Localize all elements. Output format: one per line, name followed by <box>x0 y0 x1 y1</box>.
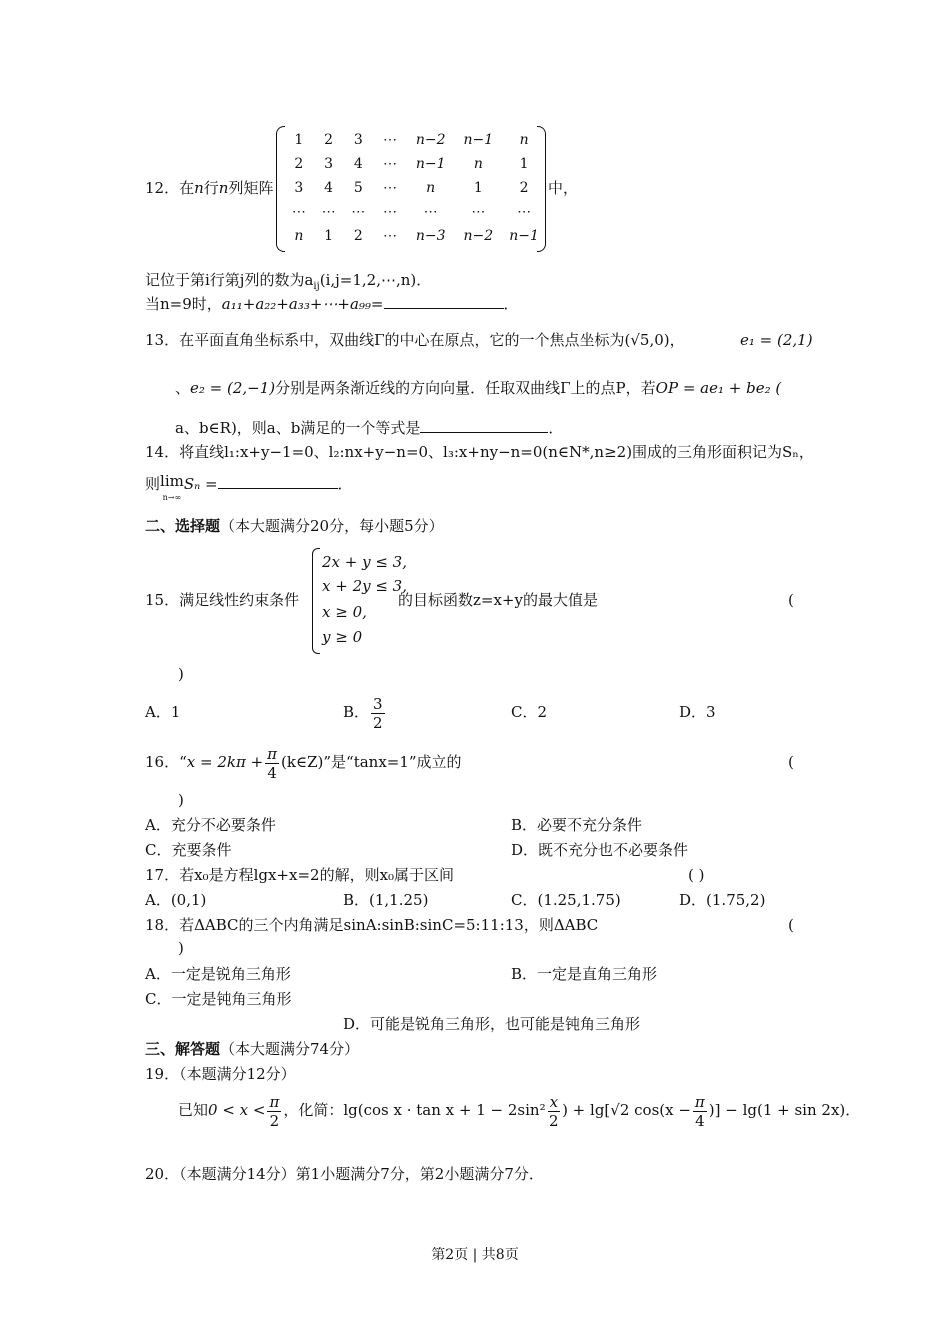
q15-brace <box>312 548 320 654</box>
answer-blank[interactable] <box>218 474 338 489</box>
matrix-cell: 3 <box>353 132 363 148</box>
q16-number: 16． <box>145 753 180 771</box>
q16-paren-left: ( <box>788 753 794 771</box>
q15-option-c[interactable]: C．2 <box>511 703 548 721</box>
q17-option-c[interactable]: C．(1.25,1.75) <box>511 891 621 909</box>
q15-cond-2: x + 2y ≤ 3, <box>322 577 407 595</box>
q15-cond-4: y ≥ 0 <box>322 628 363 646</box>
matrix-cell: 4 <box>353 156 363 172</box>
matrix-row <box>284 200 546 224</box>
matrix-cell: 1 <box>324 228 334 244</box>
q18-paren-left: ( <box>788 916 794 934</box>
q15-paren-left: ( <box>788 591 794 609</box>
matrix-cell: 1 <box>473 180 483 196</box>
q16-option-d[interactable]: D．既不充分也不必要条件 <box>511 841 689 859</box>
q15-option-d[interactable]: D．3 <box>679 703 716 721</box>
matrix-cell: n <box>294 228 304 244</box>
q18-option-d[interactable]: D．可能是锐角三角形，也可能是钝角三角形 <box>343 1015 641 1033</box>
q18-line1: 18．若ΔABC的三个内角满足sinA:sinB:sinC=5:11:13，则ΔABC <box>145 916 599 934</box>
matrix-cell: ⋯ <box>517 204 532 220</box>
q19-expression: 已知0 < x < $\frac{\pi}{2}$ ，化简：lg(cos x · tan x + 1 − 2sin² $\frac{x}{2}$ ) + lg[√2 cos(x − $\frac{\pi}{4}$ )] − lg(1 + sin 2x)． <box>178 1092 861 1130</box>
matrix-right-bracket <box>537 126 546 252</box>
section3-heading: 三、解答题（本大题满分74分） <box>145 1040 360 1058</box>
q18-option-c[interactable]: C．一定是钝角三角形 <box>145 990 292 1008</box>
matrix-cell: n−3 <box>415 228 446 244</box>
q18-option-b[interactable]: B．一定是直角三角形 <box>511 965 658 983</box>
q17-option-b[interactable]: B．(1,1.25) <box>343 891 429 909</box>
q20-number: 20． <box>145 1165 180 1183</box>
q17-paren: ( ) <box>688 866 705 884</box>
matrix-cell: ⋯ <box>471 204 486 220</box>
q19-header: 19．（本题满分12分） <box>145 1065 296 1083</box>
q15-paren-right: ) <box>178 665 184 683</box>
matrix-cell: 1 <box>519 156 529 172</box>
q20-line: 20．（本题满分14分）第1小题满分7分，第2小题满分7分． <box>145 1165 544 1183</box>
matrix-cell: n−2 <box>415 132 446 148</box>
matrix-row <box>284 176 546 200</box>
q17-line1: 17．若x₀是方程lgx+x=2的解，则x₀属于区间 <box>145 866 455 884</box>
q16-option-b[interactable]: B．必要不充分条件 <box>511 816 643 834</box>
page-footer: 第2页 | 共8页 <box>431 1247 519 1263</box>
matrix-table <box>284 128 546 248</box>
matrix-cell: 2 <box>353 228 363 244</box>
matrix-cell: ⋯ <box>382 132 397 148</box>
fraction: $\frac{3}{2}$ <box>373 694 383 732</box>
matrix-cell: n−1 <box>415 156 446 172</box>
matrix-cell: ⋯ <box>382 228 397 244</box>
q14-number: 14． <box>145 443 180 461</box>
q14-line2: 则lim n→∞Sₙ = ． <box>145 472 353 502</box>
matrix-cell: ⋯ <box>382 156 397 172</box>
fraction: $\frac{\pi}{4}$ <box>694 1092 705 1130</box>
matrix-cell: ⋯ <box>291 204 306 220</box>
q16-line1: 16．“x = 2kπ + $\frac{\pi}{4}$ (k∈Z)”是“tanx=1”成立的 <box>145 744 462 782</box>
matrix-row <box>284 128 546 152</box>
q15-text-b: 的目标函数z=x+y的最大值是 <box>398 591 598 609</box>
q17-option-d[interactable]: D．(1.75,2) <box>679 891 766 909</box>
matrix-cell: n−2 <box>463 228 494 244</box>
answer-blank[interactable] <box>420 418 548 433</box>
q15-cond-3: x ≥ 0, <box>322 603 367 621</box>
matrix-row <box>284 152 546 176</box>
q12-line1: 12．在n行n列矩阵 <box>145 179 274 197</box>
q12-number: 12． <box>145 179 180 197</box>
matrix-cell: 2 <box>324 132 334 148</box>
matrix-cell: 1 <box>294 132 304 148</box>
q15-text-a: 15．满足线性约束条件 <box>145 591 300 609</box>
q16-paren-right: ) <box>178 791 184 809</box>
q15-option-a[interactable]: A．1 <box>145 703 181 721</box>
q18-paren-right: ) <box>178 939 184 957</box>
q13-number: 13． <box>145 331 180 349</box>
matrix-cell: n <box>519 132 529 148</box>
matrix-cell: 4 <box>324 180 334 196</box>
matrix-cell: n <box>426 180 436 196</box>
q15-cond-1: 2x + y ≤ 3, <box>322 553 407 571</box>
q17-number: 17． <box>145 866 180 884</box>
matrix-row <box>284 224 546 248</box>
q13-e1: e₁ = (2,1) <box>740 331 813 349</box>
matrix-cell: 3 <box>294 180 304 196</box>
matrix-cell: ⋯ <box>382 180 397 196</box>
matrix-cell: n−1 <box>463 132 494 148</box>
q12-line2: 记位于第i行第j列的数为$a_{ij}(i,j=1,2,\cdots,n)$． <box>145 271 432 292</box>
matrix-cell: 5 <box>353 180 363 196</box>
q14-line1: 14．将直线l₁:x+y−1=0、l₂:nx+y−n=0、l₃:x+ny−n=0(n∈N*,n≥2)围成的三角形面积记为Sₙ， <box>145 443 814 461</box>
section2-heading: 二、选择题（本大题满分20分，每小题5分） <box>145 517 444 535</box>
q15-number: 15． <box>145 591 180 609</box>
q18-number: 18． <box>145 916 180 934</box>
matrix-cell: 2 <box>294 156 304 172</box>
answer-blank[interactable] <box>384 294 504 309</box>
q13-line1: 13．在平面直角坐标系中，双曲线Γ的中心在原点，它的一个焦点坐标为(√5,0)， <box>145 331 685 349</box>
q12-line3: 当n=9时，a₁₁+a₂₂+a₃₃+⋯+a₉₉= ． <box>145 295 519 313</box>
matrix-cell: ⋯ <box>423 204 438 220</box>
matrix-cell: ⋯ <box>351 204 366 220</box>
matrix-cell: ⋯ <box>321 204 336 220</box>
matrix-cell: n <box>473 156 483 172</box>
q15-option-b[interactable]: B． $\frac{3}{2}$ <box>343 694 383 732</box>
matrix-cell: ⋯ <box>382 204 397 220</box>
q17-option-a[interactable]: A．(0,1) <box>145 891 207 909</box>
fraction: $\frac{x}{2}$ <box>549 1092 559 1130</box>
q13-line3: a、b∈R)，则a、b满足的一个等式是 ． <box>175 419 564 437</box>
fraction: $\frac{\pi}{4}$ <box>267 744 278 782</box>
q18-option-a[interactable]: A．一定是锐角三角形 <box>145 965 291 983</box>
matrix-cell: 2 <box>519 180 529 196</box>
matrix-cell: n−1 <box>509 228 539 244</box>
matrix-cell: 3 <box>324 156 334 172</box>
q13-line2: 、e₂ = (2,−1)分别是两条渐近线的方向向量．任取双曲线Γ上的点P，若OP = ae₁ + be₂ ( <box>175 379 782 397</box>
q16-option-a[interactable]: A．充分不必要条件 <box>145 816 276 834</box>
fraction: $\frac{\pi}{2}$ <box>269 1092 280 1130</box>
q16-option-c[interactable]: C．充要条件 <box>145 841 232 859</box>
q12-suffix: 中， <box>548 179 579 197</box>
q19-number: 19． <box>145 1065 180 1083</box>
q12-matrix <box>276 126 546 252</box>
